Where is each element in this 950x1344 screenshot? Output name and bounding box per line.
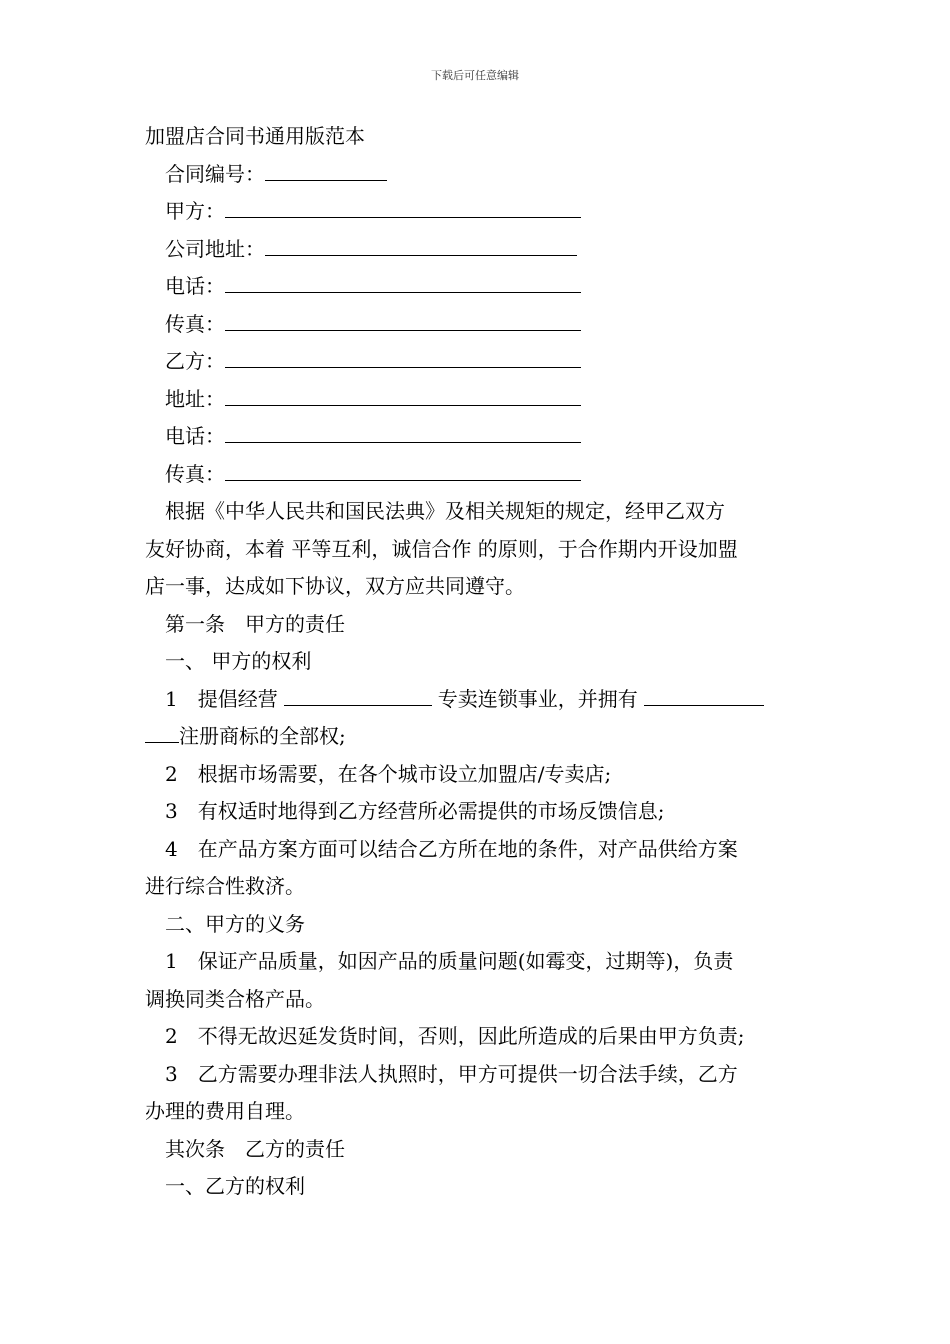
right-1-part-b: 专卖连锁事业，并拥有 xyxy=(437,686,638,711)
address-b-blank xyxy=(225,383,581,406)
fax-a-blank xyxy=(225,308,581,331)
party-a-label: 甲方： xyxy=(165,199,225,223)
phone-a-field xyxy=(145,268,810,306)
phone-b-blank xyxy=(225,420,581,443)
right-1-line-1 xyxy=(145,681,810,719)
header-note: 下载后可任意编辑 xyxy=(431,69,519,82)
right-4-line-2: 进行综合性救济。 xyxy=(145,874,305,898)
right-1-part-a: 1 提倡经营 xyxy=(165,686,278,711)
fax-b-blank xyxy=(225,458,581,481)
contract-number-label: 合同编号： xyxy=(165,161,265,186)
document-body xyxy=(145,118,810,1206)
party-a-rights-heading: 一、 甲方的权利 xyxy=(165,649,312,673)
party-b-label: 乙方： xyxy=(165,349,225,373)
right-1-part-c: 注册商标的全部权; xyxy=(179,724,346,748)
party-b-blank xyxy=(225,345,581,368)
address-b-field xyxy=(145,381,810,419)
right-2: 2 根据市场需要，在各个城市设立加盟店/专卖店; xyxy=(165,761,612,786)
fax-b-label: 传真： xyxy=(165,461,225,486)
company-address-label: 公司地址： xyxy=(165,236,265,261)
document-title: 加盟店合同书通用版范本 xyxy=(145,124,365,148)
contract-number-field xyxy=(145,156,810,194)
company-address-blank xyxy=(265,233,577,256)
party-b-rights-heading: 一、乙方的权利 xyxy=(165,1174,305,1198)
intro-line-1: 根据《中华人民共和国民法典》及相关规矩的规定，经甲乙双方 xyxy=(165,499,725,523)
article-2-title: 其次条 乙方的责任 xyxy=(165,1136,345,1161)
duty-1-line-2: 调换同类合格产品。 xyxy=(145,986,325,1011)
party-a-duties-heading: 二、甲方的义务 xyxy=(165,911,305,936)
phone-b-field xyxy=(145,418,810,456)
party-b-field xyxy=(145,343,810,381)
fax-b-field xyxy=(145,456,810,494)
company-address-field xyxy=(145,231,810,269)
address-b-label: 地址： xyxy=(165,386,225,411)
fax-a-label: 传真： xyxy=(165,311,225,336)
intro-line-2: 友好协商，本着 平等互利，诚信合作 的原则，于合作期内开设加盟 xyxy=(145,536,738,561)
phone-b-label: 电话： xyxy=(165,424,225,448)
contract-number-blank xyxy=(265,158,387,181)
right-1-line-2 xyxy=(145,718,810,756)
right-3: 3 有权适时地得到乙方经营所必需提供的市场反馈信息; xyxy=(165,799,665,823)
article-1-title: 第一条 甲方的责任 xyxy=(165,611,345,636)
right-4-line-1: 4 在产品方案方面可以结合乙方所在地的条件，对产品供给方案 xyxy=(165,836,738,861)
trademark-blank-cont xyxy=(145,720,179,743)
phone-a-blank xyxy=(225,270,581,293)
phone-a-label: 电话： xyxy=(165,274,225,298)
party-a-field xyxy=(145,193,810,231)
duty-1-line-1: 1 保证产品质量，如因产品的质量问题(如霉变，过期等)，负责 xyxy=(165,949,734,973)
business-blank xyxy=(284,683,432,706)
duty-3-line-2: 办理的费用自理。 xyxy=(145,1099,305,1123)
party-a-blank xyxy=(225,195,581,218)
duty-3-line-1: 3 乙方需要办理非法人执照时，甲方可提供一切合法手续，乙方 xyxy=(165,1061,738,1086)
fax-a-field xyxy=(145,306,810,344)
intro-line-3: 店一事，达成如下协议，双方应共同遵守。 xyxy=(145,574,525,598)
trademark-blank xyxy=(644,683,764,706)
duty-2: 2 不得无故迟延发货时间，否则，因此所造成的后果由甲方负责; xyxy=(165,1024,745,1048)
